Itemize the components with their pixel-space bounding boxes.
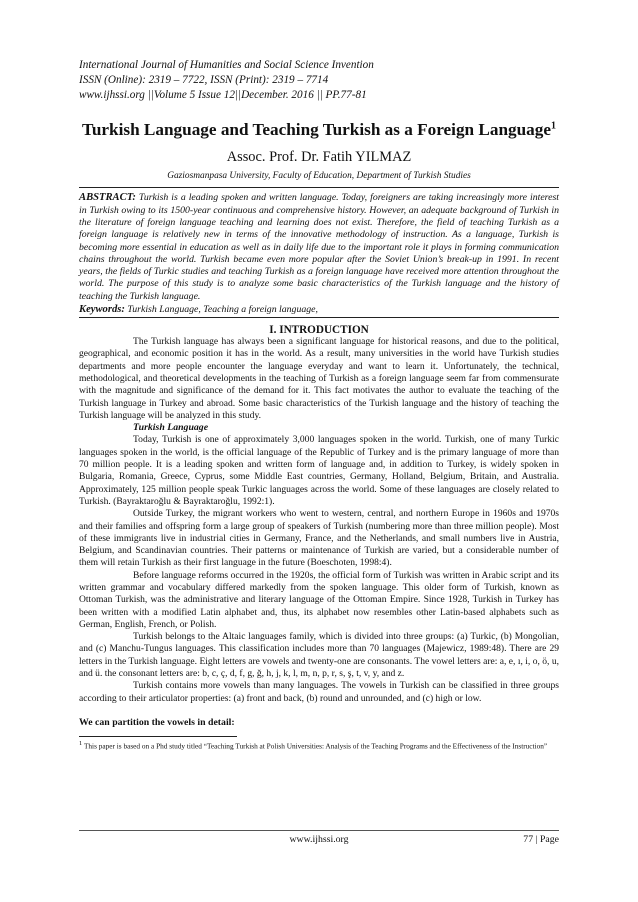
partition-heading: We can partition the vowels in detail: [79, 716, 235, 728]
journal-issn: ISSN (Online): 2319 – 7722, ISSN (Print): 2319 – 7714 [79, 73, 329, 86]
abstract [79, 192, 559, 303]
paragraph: The Turkish language has always been a significant language for historical reasons, and due to the political, geographical, and economic position it has in the world. As a result, many universities in the world have Turkish studies departments and more people encounter the language everyday and want to learn it. Unfortunately, the technical, methodological, and theoretical developments in the teaching of Turkish as a foreign language seem far from commensurate with the magnitude and significance of the demand for it. This fact motivates the author to evaluate the teaching of the Turkish language in Turkey and abroad. Some basic characteristics of the Turkish language and the history of teaching the Turkish language will be analyzed in this study. [79, 336, 559, 421]
footnote-mark: 1 [79, 739, 83, 747]
footnote-rule [79, 736, 237, 737]
journal-issue: www.ijhssi.org ||Volume 5 Issue 12||December. 2016 || PP.77-81 [79, 88, 367, 101]
body-text [79, 336, 559, 705]
author-affiliation: Gaziosmanpasa University, Faculty of Education, Department of Turkish Studies [167, 171, 471, 182]
paper-title-text: Turkish Language and Teaching Turkish as a Foreign Language [81, 120, 551, 140]
subheading-turkish-language: Turkish Language [133, 422, 209, 434]
keywords [79, 304, 559, 315]
footer-rule [79, 830, 559, 831]
page-number: 77 | Page [523, 834, 559, 845]
abstract-bottom-rule [79, 317, 559, 318]
abstract-top-rule [79, 187, 559, 188]
footnote [79, 739, 559, 751]
footnote-text: This paper is based on a Phd study titled “Teaching Turkish at Polish Universities: Analysis of the Teaching Programs and the Effectiveness of the Instruction” [82, 741, 548, 751]
author-name: Assoc. Prof. Dr. Fatih YILMAZ [226, 149, 412, 166]
abstract-label: ABSTRACT: [79, 192, 136, 204]
section-heading-introduction: I. INTRODUCTION [269, 324, 369, 337]
abstract-text: Turkish is a leading spoken and written language. Today, foreigners are taking increasingly more interest in Turkish owing to its 1500-year continuous and comprehensive history. However, an adequate background of Turkish in the literature of foreign language teaching and learning does not exist. Therefore, the field of teaching Turkish as a foreign language is relatively new in terms of the innovative methodology of instruction. As a language, Turkish is becoming more essential in education as well as in daily life due to the important role it plays in forming communication chains throughout the world. Turkish became even more popular after the Soviet Union’s break-up in 1991. In recent years, the fields of Turkic studies and teaching Turkish as a foreign language have received more attention throughout the world. The purpose of this study is to analyze some basic characteristics of the Turkish language and the history of teaching the Turkish language. [79, 192, 560, 302]
keywords-label: Keywords: [79, 304, 125, 316]
paper-title [79, 120, 559, 140]
paragraph: Before language reforms occurred in the 1920s, the official form of Turkish was written in Arabic script and its written grammar and vocabulary differed markedly from the spoken language. This older form of Turkish, known as Ottoman Turkish, was the administrative and literary language of the Ottoman Empire. Since 1928, Turkish in Turkey has been written with a modified Latin alphabet and, thus, its alphabet now resembles other Latin-based alphabets such as German, English, French, or Polish. [79, 569, 559, 630]
journal-name: International Journal of Humanities and Social Science Invention [79, 59, 374, 71]
paragraph: Turkish belongs to the Altaic languages family, which is divided into three groups: (a) Turkic, (b) Mongolian, and (c) Manchu-Tungus languages. This classification includes more than 70 languages (Majewicz, 1989:48). There are 29 letters in the Turkish language. Eight letters are vowels and twenty-one are consonants. The vowel letters are: a, e, ı, i, o, ö, u, and ü. the consonant letters are: b, c, ç, d, f, g, ğ, h, j, k, l, m, n, p, r, s, ş, t, v, y, and z. [79, 631, 559, 680]
paragraph: Today, Turkish is one of approximately 3,000 languages spoken in the world. Turkish, one of many Turkic languages spoken in the world, is the official language of the Republic of Turkey and is the primary language of more than 70 million people. It is a leading spoken and written form of language and, in addition to Turkey, is widely spoken in Bulgaria, Romania, Greece, Cyprus, some Middle East countries, Germany, Holland, Belgium, Britain, and Australia. Approximately, 125 million people speak Turkic languages across the world. Some of these languages are closely related to Turkish. (Bayraktaroğlu & Bayraktaroğlu, 1992:1). [79, 434, 559, 507]
paragraph: Outside Turkey, the migrant workers who went to western, central, and northern Europe in 1960s and 1970s and their families and offspring form a large group of speakers of Turkish (numbering more than three million people). Most of these immigrants live in industrial cities in Germany, France, and the Netherlands, and small numbers live in Austria, Belgium, and Scandinavian countries. Their patterns or maintenance of Turkish are varied, but a considerable number of them will retain Turkish as their first language in the future (Boeschoten, 1998:4). [79, 508, 559, 569]
journal-header [79, 58, 559, 102]
footer-site: www.ijhssi.org [289, 834, 349, 845]
keywords-text: Turkish Language, Teaching a foreign language, [127, 304, 318, 316]
title-footnote-mark: 1 [551, 120, 556, 132]
paragraph: Turkish contains more vowels than many languages. The vowels in Turkish can be classified in three groups according to their articulator properties: (a) front and back, (b) round and unrounded, and (c) high or low. [79, 680, 559, 704]
